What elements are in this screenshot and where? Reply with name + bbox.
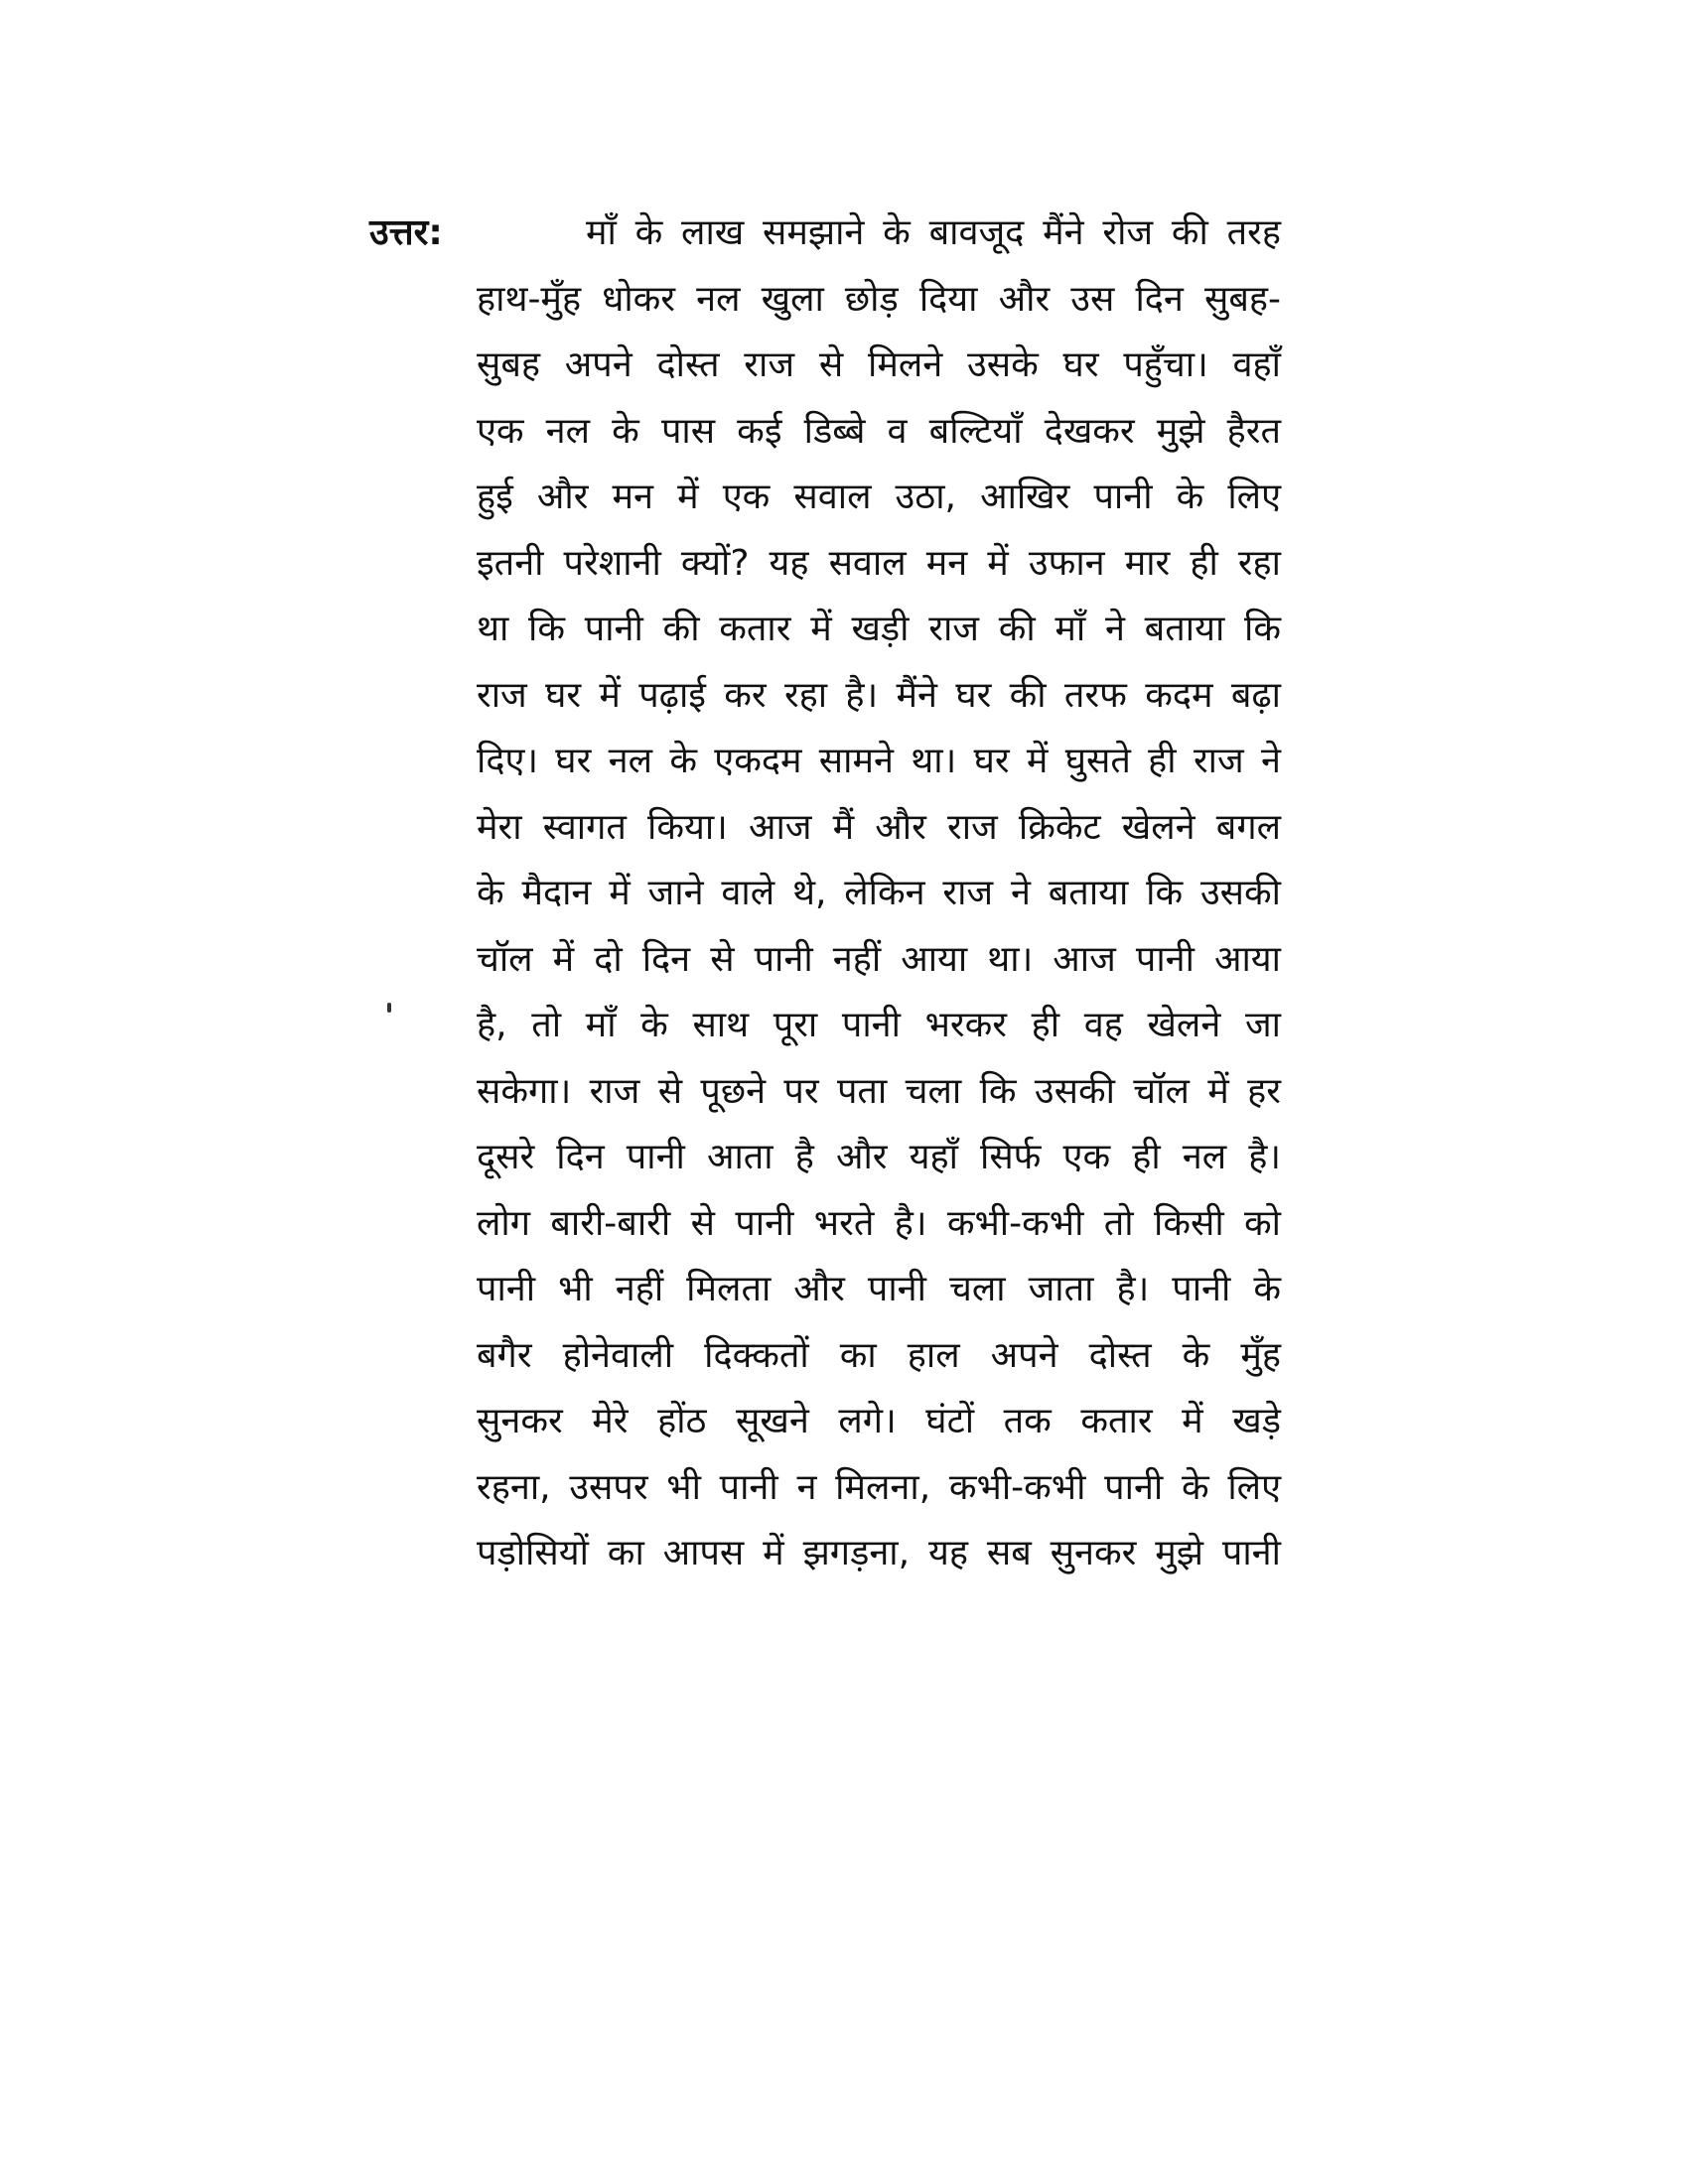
answer-body bbox=[477, 201, 1281, 1587]
text-line: सकेगा। राज से पूछने पर पता चला कि उसकी चॉल में हर bbox=[477, 1070, 1281, 1112]
text-line: है, तो माँ के साथ पूरा पानी भरकर ही वह खेलने जा bbox=[477, 1005, 1281, 1045]
text-line: सुबह अपने दोस्त राज से मिलने उसके घर पहुँचा। वहाँ bbox=[477, 344, 1281, 385]
text-line: हाथ-मुँह धोकर नल खुला छोड़ दिया और उस दिन सुबह- bbox=[477, 278, 1281, 320]
text-line: माँ के लाख समझाने के बावजूद मैंने रोज की तरह bbox=[586, 212, 1281, 253]
text-line: चॉल में दो दिन से पानी नहीं आया था। आज पानी आया bbox=[477, 938, 1281, 980]
text-line: इतनी परेशानी क्यों? यह सवाल मन में उफान मार ही रहा bbox=[477, 542, 1281, 584]
text-line: दूसरे दिन पानी आता है और यहाँ सिर्फ एक ही नल है। bbox=[477, 1137, 1281, 1177]
text-line: लोग बारी-बारी से पानी भरते है। कभी-कभी तो किसी को bbox=[477, 1202, 1281, 1244]
text-line: सुनकर मेरे होंठ सूखने लगे। घंटों तक कतार में खड़े bbox=[477, 1401, 1281, 1441]
text-line: बगैर होनेवाली दिक्कतों का हाल अपने दोस्त के मुँह bbox=[477, 1334, 1281, 1376]
text-line: रहना, उसपर भी पानी न मिलना, कभी-कभी पानी के लिए bbox=[477, 1466, 1281, 1508]
text-line: राज घर में पढ़ाई कर रहा है। मैंने घर की तरफ कदम बढ़ा bbox=[477, 674, 1281, 716]
text-line: पड़ोसियों का आपस में झगड़ना, यह सब सुनकर मुझे पानी bbox=[477, 1533, 1281, 1573]
text-line: हुई और मन में एक सवाल उठा, आखिर पानी के लिए bbox=[477, 477, 1281, 517]
text-line: था कि पानी की कतार में खड़ी राज की माँ ने बताया कि bbox=[477, 609, 1281, 649]
answer-label: उत्तर: bbox=[369, 212, 443, 253]
text-line: एक नल के पास कई डिब्बे व बल्टियाँ देखकर मुझे हैरत bbox=[477, 410, 1281, 452]
text-line: पानी भी नहीं मिलता और पानी चला जाता है। पानी के bbox=[477, 1269, 1281, 1309]
text-line: दिए। घर नल के एकदम सामने था। घर में घुसते ही राज ने bbox=[477, 741, 1281, 781]
margin-mark bbox=[387, 1003, 391, 1013]
text-line: के मैदान में जाने वाले थे, लेकिन राज ने बताया कि उसकी bbox=[477, 873, 1281, 913]
text-line: मेरा स्वागत किया। आज मैं और राज क्रिकेट खेलने बगल bbox=[477, 806, 1281, 848]
